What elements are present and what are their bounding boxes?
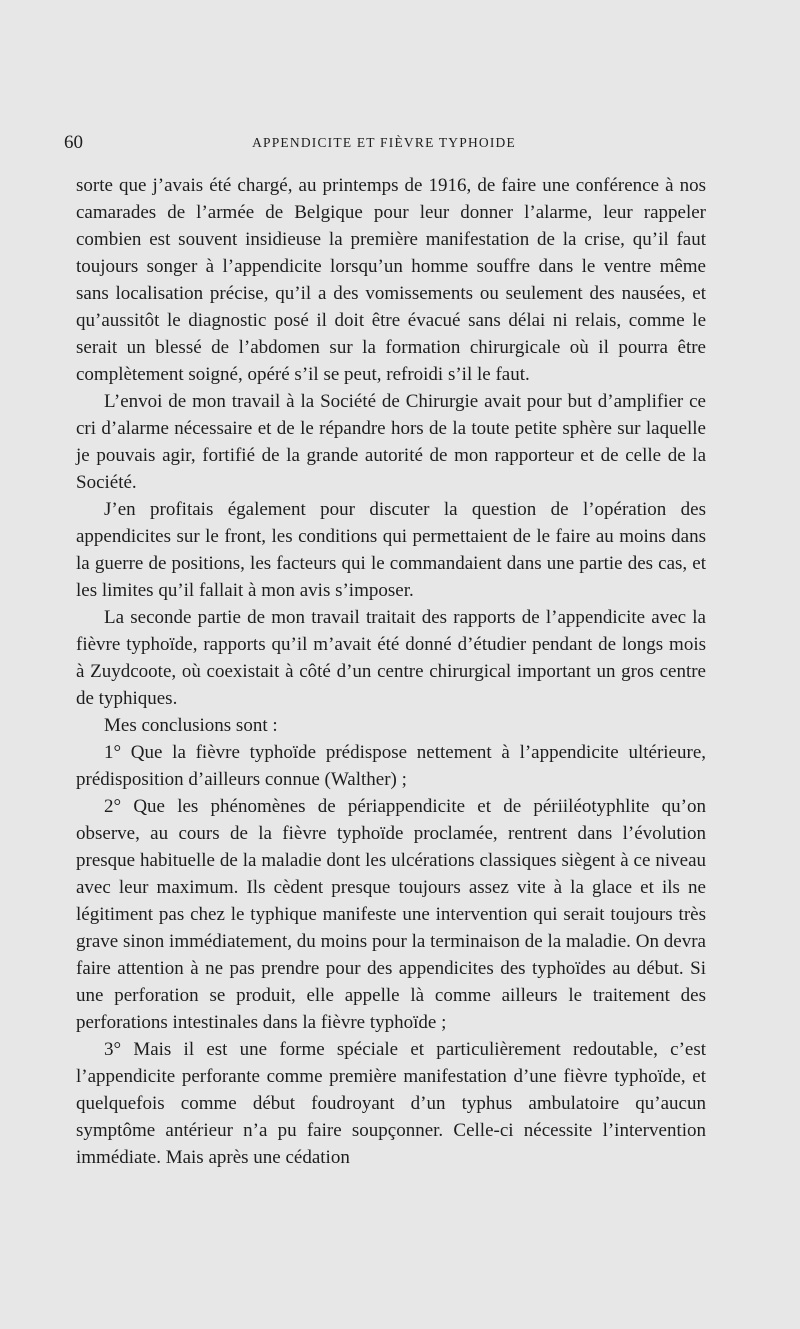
page-header (64, 131, 704, 155)
running-title: APPENDICITE ET FIÈVRE TYPHOIDE (252, 135, 516, 150)
paragraph-seconde-partie: La seconde partie de mon travail traitait des rapports de l’appendicite avec la fièvre typhoïde, rapports qu’il m’avait été donné d’étudier pendant de longs mois à Zuydcoote, où coexistait à côté d’un centre chirurgical important un gros centre de typhiques. (76, 607, 706, 709)
paragraph-conclusion-1: 1° Que la fièvre typhoïde prédispose nettement à l’appendicite ultérieure, prédisposition d’ailleurs connue (Walther) ; (76, 742, 706, 790)
paragraph-conclusion-2: 2° Que les phénomènes de périappendicite et de périiléotyphlite qu’on observe, au cours de la fièvre typhoïde proclamée, rentrent dans l’évolution presque habituelle de la maladie dont les ulcérations classiques siègent à ce niveau avec leur maximum. Ils cèdent presque toujours assez vite à la glace et ils ne légitiment pas chez le typhique manifeste une intervention qui serait toujours très grave sinon immédiatement, du moins pour la terminaison de la maladie. On devra faire attention à ne pas prendre pour des appendicites des typhoïdes au début. Si une perforation se produit, elle appelle là comme ailleurs le traitement des perforations intestinales dans la fièvre typhoïde ; (76, 796, 706, 1033)
body-text (76, 172, 706, 1171)
paragraph-conclusion-3: 3° Mais il est une forme spéciale et particulièrement redoutable, c’est l’appendicite perforante comme première manifestation d’une fièvre typhoïde, et quelquefois comme début foudroyant d’un typhus ambulatoire qu’aucun symptôme antérieur n’a pu faire soupçonner. Celle-ci nécessite l’intervention immédiate. Mais après une cédation (76, 1039, 706, 1168)
paragraph-operation: J’en profitais également pour discuter la question de l’opération des appendicites sur le front, les conditions qui permettaient de le faire au moins dans la guerre de positions, les facteurs qui le commandaient dans une partie des cas, et les limites qu’il fallait à mon avis s’imposer. (76, 499, 706, 601)
paragraph-envoi: L’envoi de mon travail à la Société de Chirurgie avait pour but d’amplifier ce cri d’alarme nécessaire et de le répandre hors de la toute petite sphère sur laquelle je pouvais agir, fortifié de la grande autorité de mon rapporteur et de celle de la Société. (76, 391, 706, 493)
paragraph-continuation: sorte que j’avais été chargé, au printemps de 1916, de faire une conférence à nos camarades de l’armée de Belgique pour leur donner l’alarme, leur rappeler combien est souvent insidieuse la première manifestation de la crise, qu’il faut toujours songer à l’appendicite lorsqu’un homme souffre dans le ventre même sans localisation précise, qu’il a des vomissements ou seulement des nausées, et qu’aussitôt le diagnostic posé il doit être évacué sans délai ni relais, comme le serait un blessé de l’abdomen sur la formation chirurgicale où il pourra être complètement soigné, opéré s’il se peut, refroidi s’il le faut. (76, 175, 706, 385)
page-number: 60 (64, 132, 83, 153)
paragraph-conclusions-intro: Mes conclusions sont : (104, 715, 278, 736)
